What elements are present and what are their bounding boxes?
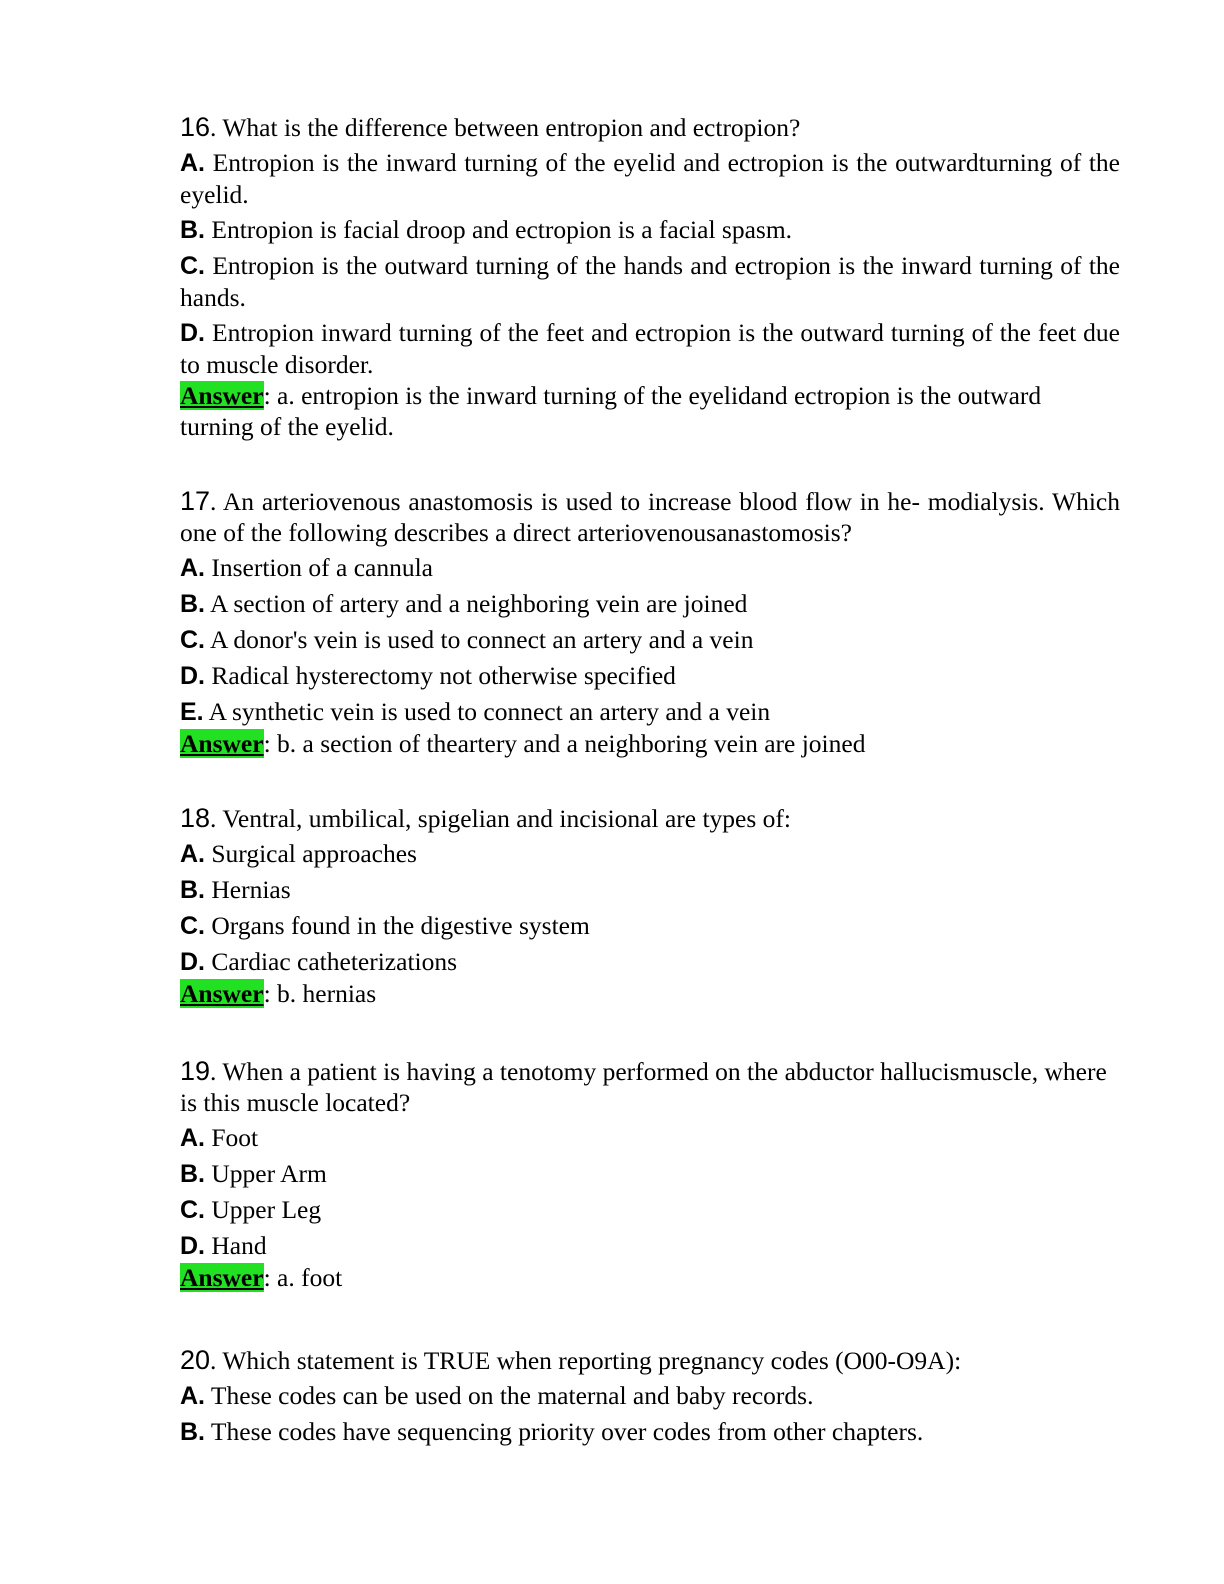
option-d <box>180 1230 1120 1262</box>
option-a <box>180 147 1120 210</box>
option-letter: C. <box>180 1196 205 1224</box>
option-text: These codes can be used on the maternal and baby records. <box>210 1381 814 1410</box>
option-letter: B. <box>180 1160 205 1188</box>
option-d <box>180 317 1120 380</box>
option-c <box>180 1194 1120 1226</box>
answer <box>180 1262 1120 1293</box>
option-c <box>180 910 1120 942</box>
answer <box>180 978 1120 1009</box>
question-text: An arteriovenous anastomosis is used to increase blood flow in he- modialysis. Which one of the following describes a direct arteriovenousanastomosis? <box>180 487 1121 547</box>
option-d <box>180 946 1120 978</box>
answer <box>180 380 1120 442</box>
question-stem: 19. When a patient is having a tenotomy performed on the abductor hallucismuscle, where is this muscle located? <box>180 1056 1107 1117</box>
option-letter: E. <box>180 698 204 726</box>
answer-text: : b. hernias <box>263 979 377 1008</box>
option-text: Entropion is facial droop and ectropion is a facial spasm. <box>211 215 793 244</box>
option-text: Cardiac catheterizations <box>211 947 458 976</box>
answer-text: : a. entropion is the inward turning of the eyelidand ectropion is the outward turning of the eyelid. <box>180 381 1042 441</box>
question-20 <box>180 1345 1120 1448</box>
answer-label: Answer <box>180 381 264 410</box>
option-c <box>180 624 1120 656</box>
option-letter: A. <box>180 149 205 177</box>
question-number: 18 <box>180 803 211 833</box>
option-letter: D. <box>180 948 205 976</box>
option-a <box>180 1122 1120 1154</box>
question-stem: 20. Which statement is TRUE when reporting pregnancy codes (O00-O9A): <box>180 1345 962 1375</box>
option-text: Upper Arm <box>211 1159 327 1188</box>
option-text: Entropion inward turning of the feet and ectropion is the outward turning of the feet due to muscle disorder. <box>180 318 1120 379</box>
question-text: Ventral, umbilical, spigelian and incisional are types of: <box>222 804 791 833</box>
option-text: Upper Leg <box>211 1195 322 1224</box>
option-text: A section of artery and a neighboring vein are joined <box>209 589 748 618</box>
question-17 <box>180 486 1120 759</box>
option-text: A synthetic vein is used to connect an artery and a vein <box>208 697 771 726</box>
option-e <box>180 696 1120 728</box>
option-b <box>180 874 1120 906</box>
option-letter: C. <box>180 912 205 940</box>
question-number: 16 <box>180 112 211 142</box>
option-a <box>180 838 1120 870</box>
option-b <box>180 1416 1120 1448</box>
question-text: Which statement is TRUE when reporting pregnancy codes (O00-O9A): <box>222 1346 962 1375</box>
answer <box>180 728 1120 759</box>
option-b <box>180 214 1120 246</box>
option-text: A donor's vein is used to connect an artery and a vein <box>209 625 754 654</box>
option-d <box>180 660 1120 692</box>
answer-text: : a. foot <box>263 1263 343 1292</box>
option-letter: A. <box>180 1382 205 1410</box>
option-letter: C. <box>180 626 205 654</box>
option-letter: B. <box>180 590 205 618</box>
option-a <box>180 552 1120 584</box>
option-b <box>180 588 1120 620</box>
option-b <box>180 1158 1120 1190</box>
question-stem: 17. An arteriovenous anastomosis is used to increase blood flow in he- modialysis. Which one of the following describes a direct arteriovenousanastomosis? <box>180 486 1121 547</box>
option-text: These codes have sequencing priority over codes from other chapters. <box>210 1417 924 1446</box>
question-text: What is the difference between entropion and ectropion? <box>222 113 801 142</box>
question-number: 19 <box>180 1056 211 1086</box>
question-18 <box>180 803 1120 1009</box>
option-text: Organs found in the digestive system <box>211 911 590 940</box>
answer-label: Answer <box>180 1263 264 1292</box>
option-letter: D. <box>180 1232 205 1260</box>
option-text: Surgical approaches <box>211 839 417 868</box>
question-16 <box>180 112 1120 442</box>
option-letter: B. <box>180 876 205 904</box>
option-text: Foot <box>211 1123 259 1152</box>
question-19 <box>180 1056 1120 1293</box>
option-text: Hand <box>211 1231 267 1260</box>
option-letter: A. <box>180 1124 205 1152</box>
answer-label: Answer <box>180 729 264 758</box>
option-letter: D. <box>180 662 205 690</box>
option-letter: B. <box>180 1418 205 1446</box>
answer-text: : b. a section of theartery and a neighboring vein are joined <box>263 729 866 758</box>
option-text: Entropion is the outward turning of the hands and ectropion is the inward turning of the hands. <box>180 251 1121 312</box>
question-text: When a patient is having a tenotomy performed on the abductor hallucismuscle, where is this muscle located? <box>180 1057 1107 1117</box>
question-stem: 18. Ventral, umbilical, spigelian and incisional are types of: <box>180 803 791 833</box>
answer-label: Answer <box>180 979 264 1008</box>
option-letter: C. <box>180 252 205 280</box>
option-text: Insertion of a cannula <box>211 553 433 582</box>
document-page <box>180 112 1120 1448</box>
option-letter: A. <box>180 840 205 868</box>
option-letter: B. <box>180 216 205 244</box>
option-letter: A. <box>180 554 205 582</box>
option-a <box>180 1380 1120 1412</box>
option-c <box>180 250 1120 313</box>
option-letter: D. <box>180 319 205 347</box>
question-number: 17 <box>180 486 211 516</box>
option-text: Radical hysterectomy not otherwise specified <box>211 661 676 690</box>
option-text: Entropion is the inward turning of the eyelid and ectropion is the outwardturning of the eyelid. <box>180 148 1120 209</box>
option-text: Hernias <box>211 875 291 904</box>
question-number: 20 <box>180 1345 211 1375</box>
question-stem: 16. What is the difference between entropion and ectropion? <box>180 112 801 142</box>
